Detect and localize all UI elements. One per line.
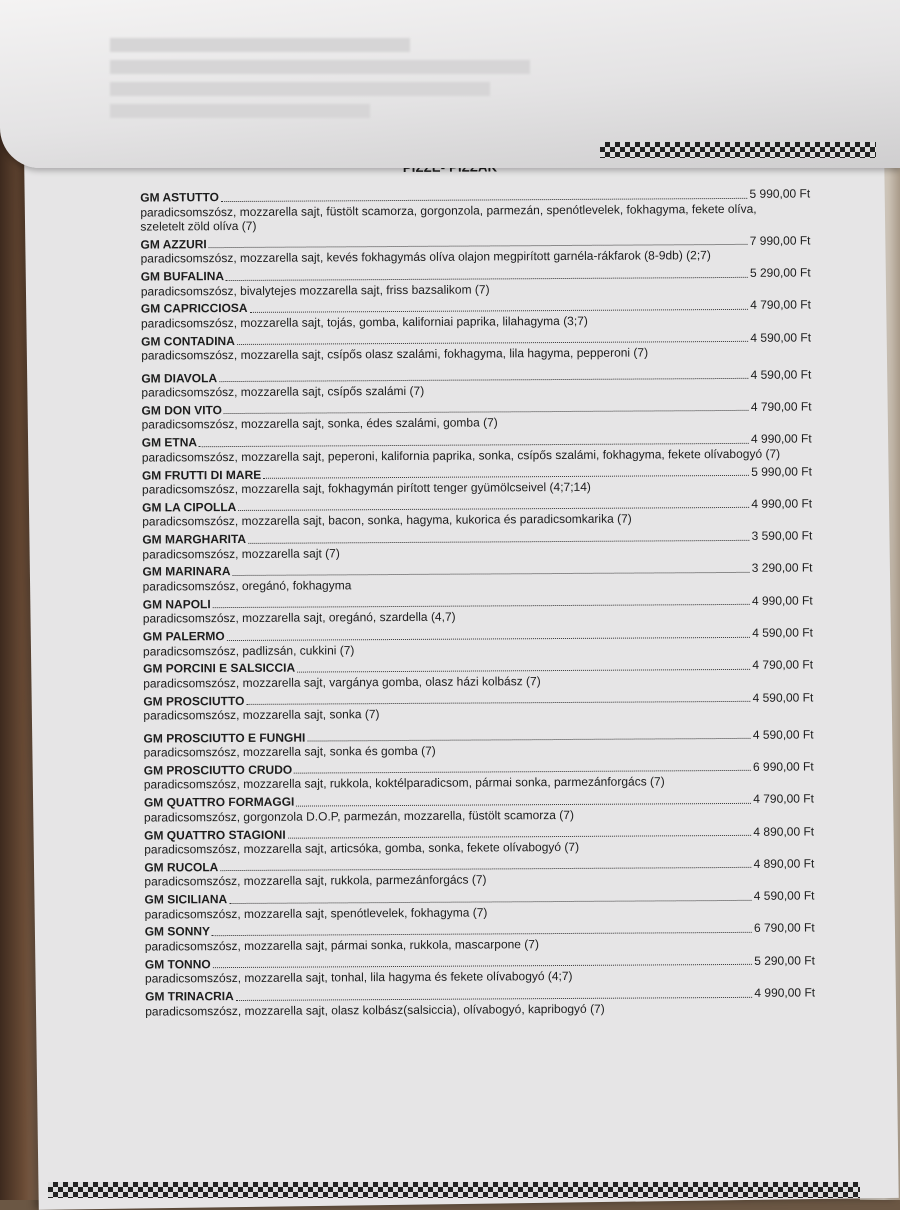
pizza-price: 6 990,00 Ft xyxy=(752,759,814,774)
pizza-price: 5 990,00 Ft xyxy=(749,186,811,201)
pizza-ingredients: paradicsomszósz, mozzarella sajt, füstölt scamorza, gorgonzola, parmezán, spenótlevelek, fokhagyma, fekete olíva, szeletelt zöld olíva (7) xyxy=(140,201,757,234)
menu-item xyxy=(74,888,834,922)
menu-item xyxy=(71,330,831,364)
pizza-name: GM CONTADINA xyxy=(141,333,235,349)
pizza-price: 5 290,00 Ft xyxy=(754,953,815,968)
pizza-price: 6 790,00 Ft xyxy=(753,920,815,936)
pizza-ingredients: paradicsomszósz, mozzarella sajt, rukkola, parmezánforgács (7) xyxy=(144,872,487,889)
pizza-price: 4 590,00 Ft xyxy=(750,330,812,345)
pizza-name: GM TONNO xyxy=(144,956,211,972)
pizza-ingredients: paradicsomszósz, mozzarella sajt, peperoni, kalifornia paprika, sonka, csípős szalámi, fokhagyma, fekete olívabogyó (7) xyxy=(141,446,781,465)
pizza-price: 5 990,00 Ft xyxy=(751,464,812,479)
pizza-price: 4 990,00 Ft xyxy=(754,985,816,1000)
pizza-price: 4 590,00 Ft xyxy=(750,367,812,382)
pizza-price: 4 590,00 Ft xyxy=(753,888,815,903)
pizza-name: GM SONNY xyxy=(144,924,211,939)
pizza-name: GM ASTUTTO xyxy=(140,190,219,205)
menu-item xyxy=(74,759,834,793)
pizza-ingredients: paradicsomszósz, mozzarella sajt, csípős olasz szalámi, fokhagyma, lila hagyma, pepperoni (7) xyxy=(141,345,649,363)
pizza-ingredients: paradicsomszósz, mozzarella sajt, spenótlevelek, fokhagyma (7) xyxy=(144,905,488,922)
pizza-ingredients: paradicsomszósz, mozzarella sajt, oregánó, szardella (4,7) xyxy=(142,609,456,626)
pizza-name: GM LA CIPOLLA xyxy=(142,499,237,515)
menu-item xyxy=(72,561,832,595)
menu-item xyxy=(71,367,831,401)
pizza-price: 4 790,00 Ft xyxy=(752,657,814,673)
pizza-price: 4 790,00 Ft xyxy=(750,297,811,313)
pizza-ingredients: paradicsomszósz, mozzarella sajt, articsóka, gomba, sonka, fekete olívabogyó (7) xyxy=(144,839,580,857)
pizza-price: 4 990,00 Ft xyxy=(750,431,812,447)
dot-leader xyxy=(250,309,749,313)
menu-item-list xyxy=(70,186,835,1019)
menu-item xyxy=(72,529,832,563)
pizza-ingredients: paradicsomszósz, mozzarella sajt, olasz kolbász(salsiccia), olívabogyó, kapribogyó (7) xyxy=(145,1001,605,1019)
pizza-name: GM PORCINI E SALSICCIA xyxy=(143,660,296,676)
pizza-name: GM SICILIANA xyxy=(144,892,228,907)
dot-leader xyxy=(288,835,752,839)
checker-border-bottom xyxy=(48,1182,860,1198)
pizza-name: GM AZZURI xyxy=(140,236,207,252)
pizza-name: GM DON VITO xyxy=(141,403,223,418)
menu-item xyxy=(74,792,834,826)
dot-leader xyxy=(263,475,749,479)
pizza-name: GM BUFALINA xyxy=(140,269,225,284)
pizza-name: GM DIAVOLA xyxy=(141,370,218,386)
pizza-name: GM MARGHARITA xyxy=(142,532,247,547)
pizza-ingredients: paradicsomszósz, mozzarella sajt, sonka, édes szalámi, gomba (7) xyxy=(141,415,498,433)
pizza-price: 5 290,00 Ft xyxy=(749,265,811,280)
pizza-ingredients: paradicsomszósz, mozzarella sajt, rukkola, koktélparadicsom, pármai sonka, parmezánforgács (7) xyxy=(143,774,665,793)
pizza-price: 4 890,00 Ft xyxy=(753,824,815,839)
menu-item xyxy=(72,432,832,466)
pizza-name: GM QUATTRO FORMAGGI xyxy=(143,794,295,810)
pizza-ingredients: paradicsomszósz, mozzarella sajt, vargánya gomba, olasz házi kolbász (7) xyxy=(143,673,541,691)
pizza-price: 7 990,00 Ft xyxy=(749,233,811,248)
pizza-ingredients: paradicsomszósz, padlizsán, cukkini (7) xyxy=(142,642,355,659)
checker-border-top xyxy=(600,142,876,158)
menu-item xyxy=(75,985,835,1019)
dot-leader xyxy=(296,803,751,807)
menu-item xyxy=(74,824,834,858)
pizza-name: GM PROSCIUTTO CRUDO xyxy=(143,762,293,778)
pizza-ingredients: paradicsomszósz, mozzarella sajt, fokhagymán pirított tenger gyümölcseivel (4;7;14) xyxy=(141,479,591,497)
pizza-ingredients: paradicsomszósz, oregánó, fokhagyma xyxy=(142,578,352,594)
pizza-ingredients: paradicsomszósz, mozzarella sajt, tonhal, lila hagyma és fekete olívabogyó (4;7) xyxy=(144,969,573,986)
pizza-price: 4 590,00 Ft xyxy=(752,727,814,742)
menu-item xyxy=(73,593,833,627)
pizza-ingredients: paradicsomszósz, mozzarella sajt, kevés fokhagymás olíva olajon megpirított garnéla-rákfarok (8-9db) (2;7) xyxy=(140,248,711,266)
menu-item xyxy=(75,921,835,955)
menu-item xyxy=(73,690,833,724)
menu-item xyxy=(72,464,832,498)
pizza-name: GM NAPOLI xyxy=(142,596,211,612)
menu-item xyxy=(74,856,834,890)
pizza-name: GM PROSCIUTTO xyxy=(143,693,245,709)
pizza-price: 4 590,00 Ft xyxy=(752,625,813,640)
pizza-ingredients: paradicsomszósz, mozzarella sajt, tojás, gomba, kaliforniai paprika, lilahagyma (3;7) xyxy=(140,313,588,331)
pizza-price: 4 890,00 Ft xyxy=(753,856,815,871)
pizza-name: GM MARINARA xyxy=(142,564,231,580)
menu-item xyxy=(71,399,831,433)
pizza-ingredients: paradicsomszósz, mozzarella sajt (7) xyxy=(142,546,340,562)
pizza-price: 4 990,00 Ft xyxy=(751,496,813,511)
pizza-ingredients: paradicsomszósz, mozzarella sajt, pármai sonka, rukkola, mascarpone (7) xyxy=(144,937,539,954)
pizza-price: 4 990,00 Ft xyxy=(751,593,813,608)
pizza-name: GM QUATTRO STAGIONI xyxy=(144,827,286,843)
menu-item xyxy=(71,298,831,332)
pizza-name: GM FRUTTI DI MARE xyxy=(141,467,262,483)
dot-leader xyxy=(307,738,750,742)
menu-item xyxy=(70,233,830,267)
menu-item xyxy=(73,658,833,692)
pizza-name: GM ETNA xyxy=(141,435,198,450)
pizza-name: GM RUCOLA xyxy=(144,859,219,875)
menu-item xyxy=(70,186,830,234)
pizza-price: 3 290,00 Ft xyxy=(751,560,813,576)
pizza-price: 4 790,00 Ft xyxy=(753,791,814,807)
pizza-price: 4 790,00 Ft xyxy=(750,399,812,414)
pizza-price: 4 590,00 Ft xyxy=(752,690,814,705)
pizza-ingredients: paradicsomszósz, bivalytejes mozzarella sajt, friss bazsalikom (7) xyxy=(140,282,490,299)
pizza-name: GM TRINACRIA xyxy=(145,989,234,1004)
pizza-ingredients: paradicsomszósz, mozzarella sajt, bacon, sonka, hagyma, kukorica és paradicsomkarika (7) xyxy=(142,511,632,529)
menu-item xyxy=(73,727,833,761)
dot-leader xyxy=(294,770,751,774)
menu-item xyxy=(73,625,833,659)
show-through-text xyxy=(110,30,610,126)
pizza-name: GM PALERMO xyxy=(142,629,225,644)
menu-item xyxy=(72,496,832,530)
pizza-price: 3 590,00 Ft xyxy=(751,528,813,544)
pizza-ingredients: paradicsomszósz, mozzarella sajt, csípős szalámi (7) xyxy=(141,384,425,400)
pizza-ingredients: paradicsomszósz, mozzarella sajt, sonka (7) xyxy=(143,707,380,723)
dot-leader xyxy=(297,669,750,673)
menu-item xyxy=(75,953,835,987)
pizza-ingredients: paradicsomszósz, gorgonzola D.O.P, parmezán, mozzarella, füstölt scamorza (7) xyxy=(143,807,575,825)
pizza-name: GM PROSCIUTTO E FUNGHI xyxy=(143,730,306,746)
menu-content xyxy=(70,157,835,1022)
pizza-name: GM CAPRICCIOSA xyxy=(140,301,248,316)
dot-leader xyxy=(248,540,750,544)
menu-item xyxy=(71,265,831,299)
pizza-ingredients: paradicsomszósz, mozzarella sajt, sonka és gomba (7) xyxy=(143,743,436,760)
